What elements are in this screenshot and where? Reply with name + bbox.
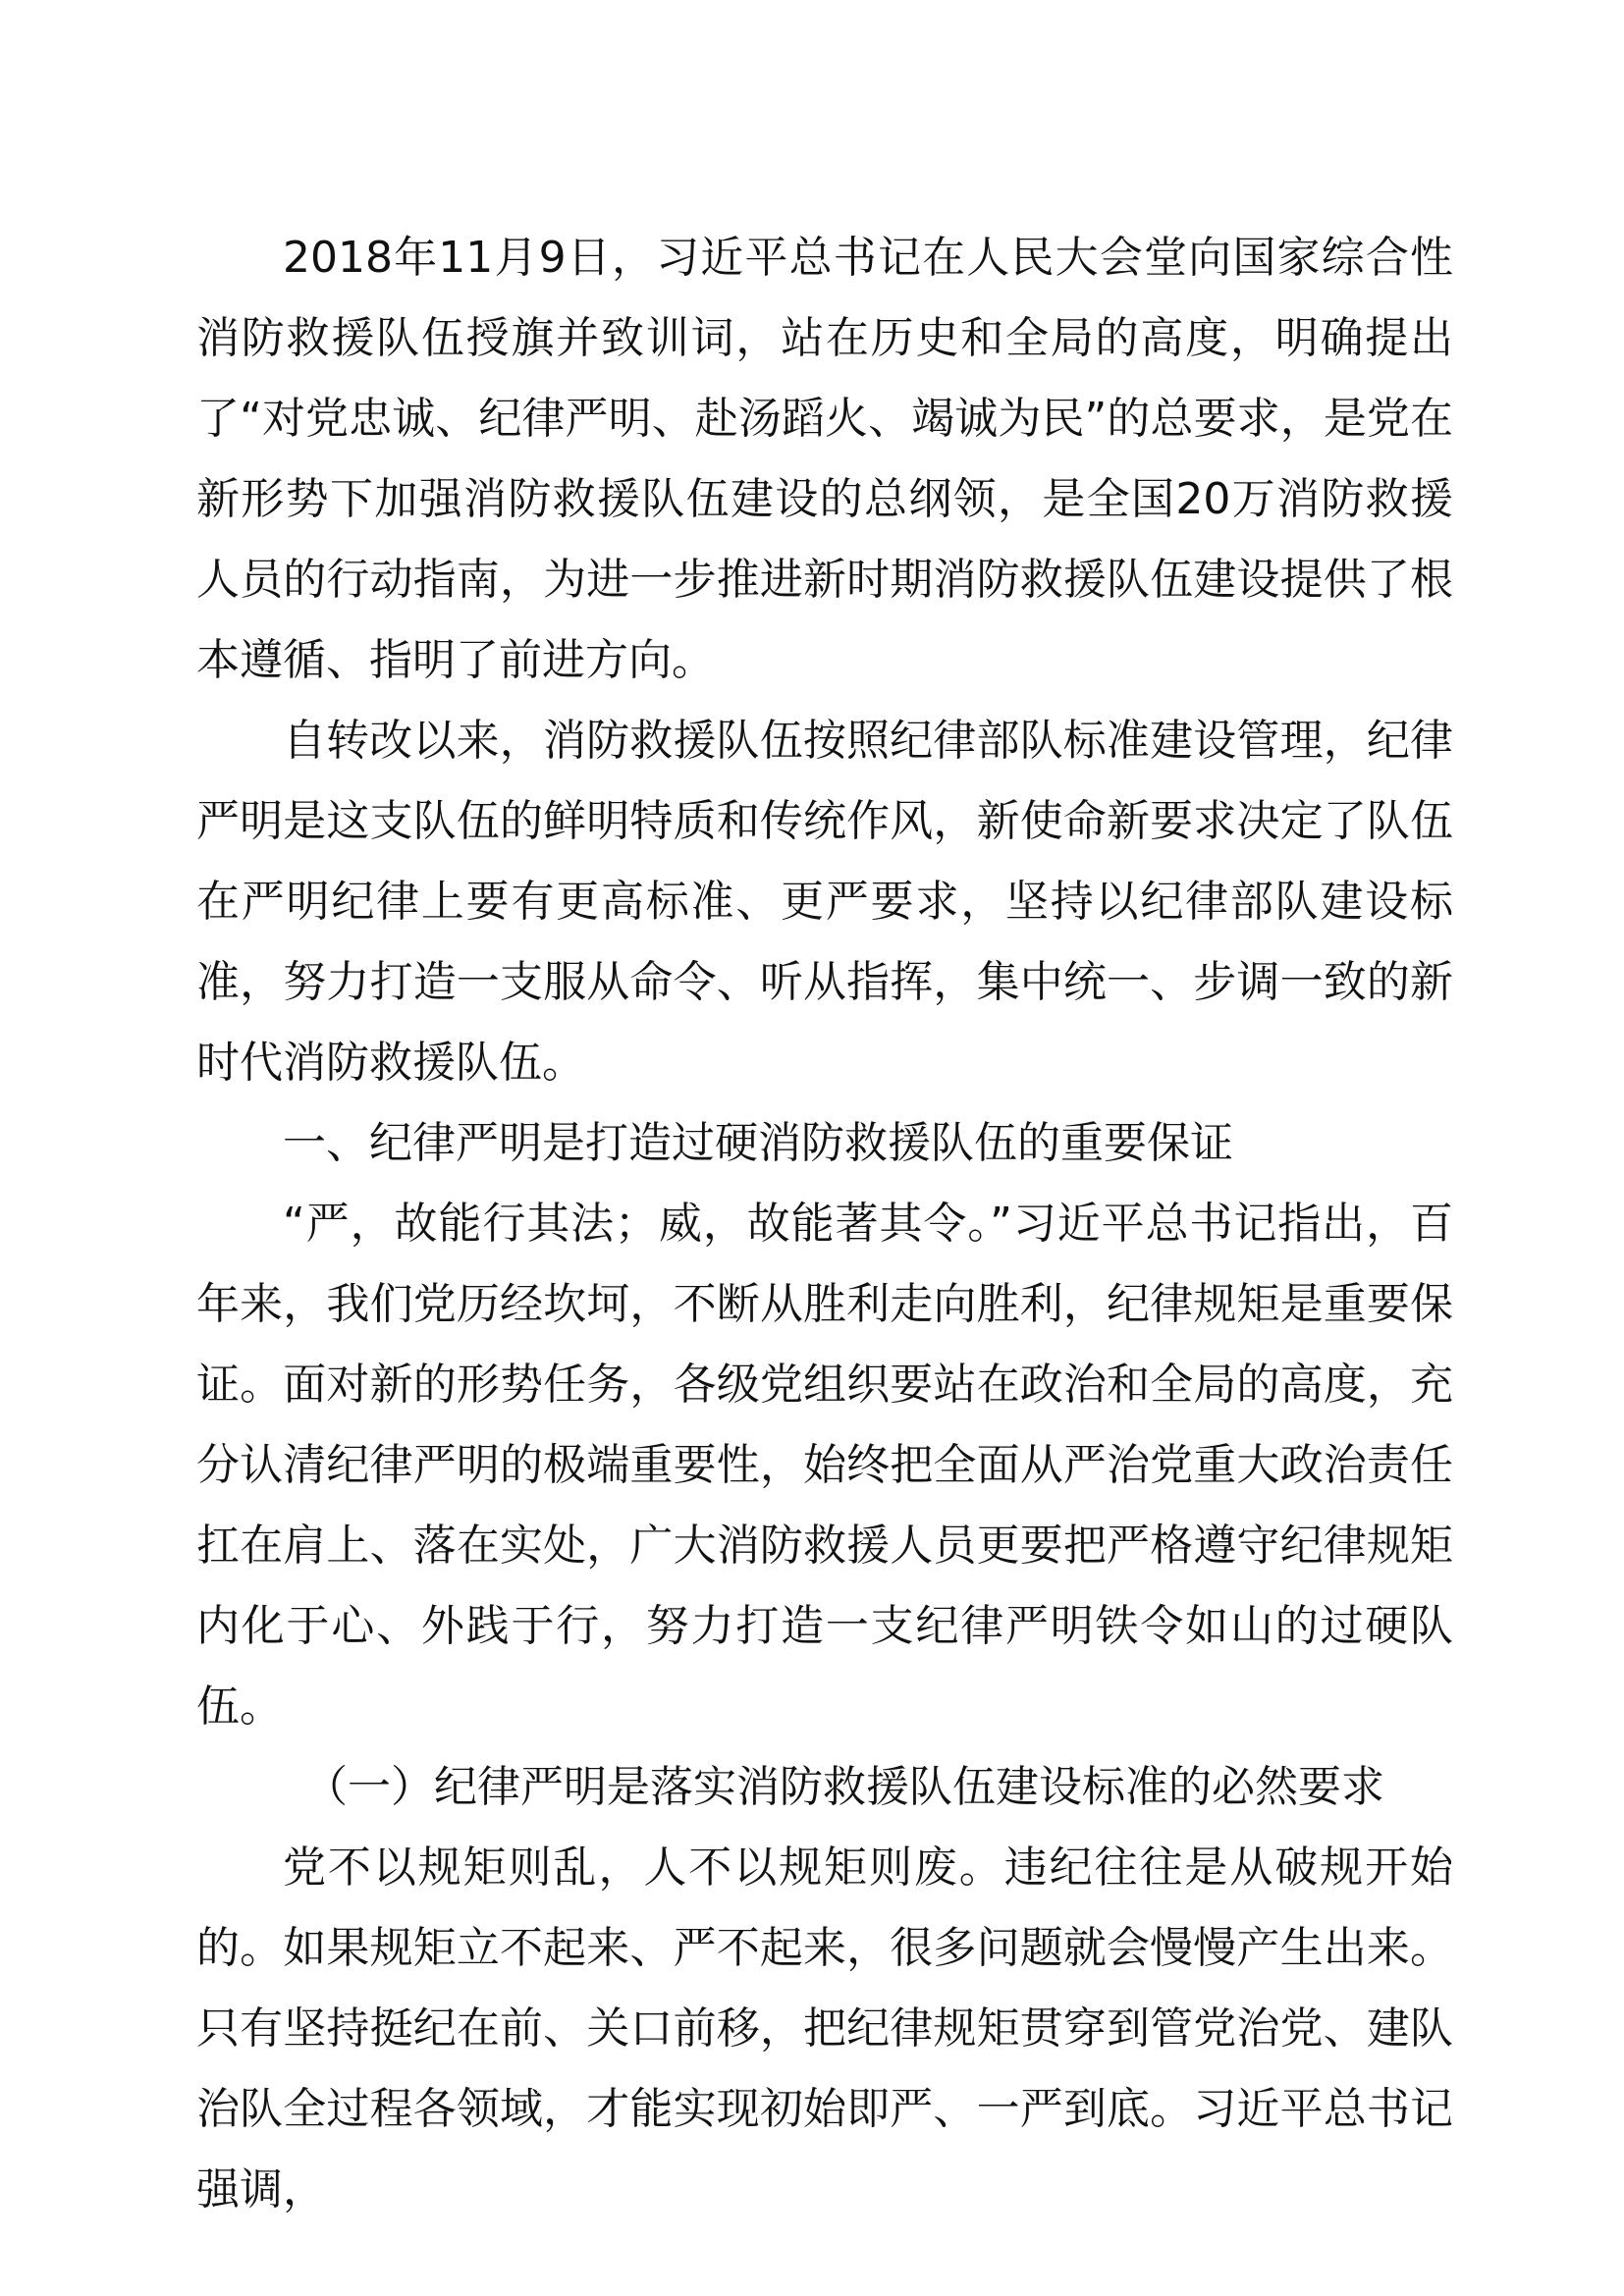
section-heading: 一、纪律严明是打造过硬消防救援队伍的重要保证 bbox=[283, 1118, 1233, 1168]
document-body bbox=[196, 218, 1453, 2230]
paragraph-discipline: “严，故能行其法；威，故能著其令。”习近平总书记指出，百年来，我们党历经坎坷，不断从胜利走向胜利，纪律规矩是重要保证。面对新的形势任务，各级党组织要站在政治和全局的高度，充分认清纪律严明的极端重要性，始终把全面从严治党重大政治责任扛在肩上、落在实处，广大消防救援人员更要把严格遵守纪律规矩内化于心、外践于行，努力打造一支纪律严明铁令如山的过硬队伍。 bbox=[196, 1199, 1453, 1732]
subsection-heading: （一）纪律严明是落实消防救援队伍建设标准的必然要求 bbox=[304, 1762, 1384, 1812]
paragraph-reform: 自转改以来，消防救援队伍按照纪律部队标准建设管理，纪律严明是这支队伍的鲜明特质和传统作风，新使命新要求决定了队伍在严明纪律上要有更高标准、更严要求，坚持以纪律部队建设标准，努力打造一支服从命令、听从指挥，集中统一、步调一致的新时代消防救援队伍。 bbox=[196, 716, 1453, 1088]
paragraph-intro: 2018年11月9日，习近平总书记在人民大会堂向国家综合性消防救援队伍授旗并致训词，站在历史和全局的高度，明确提出了“对党忠诚、纪律严明、赴汤蹈火、竭诚为民”的总要求，是党在新形势下加强消防救援队伍建设的总纲领，是全国20万消防救援人员的行动指南，为进一步推进新时期消防救援队伍建设提供了根本遵循、指明了前进方向。 bbox=[196, 233, 1453, 685]
paragraph-rules: 党不以规矩则乱，人不以规矩则废。违纪往往是从破规开始的。如果规矩立不起来、严不起来，很多问题就会慢慢产生出来。只有坚持挺纪在前、关口前移，把纪律规矩贯穿到管党治党、建队治队全过程各领域，才能实现初始即严、一严到底。习近平总书记强调， bbox=[196, 1842, 1453, 2215]
